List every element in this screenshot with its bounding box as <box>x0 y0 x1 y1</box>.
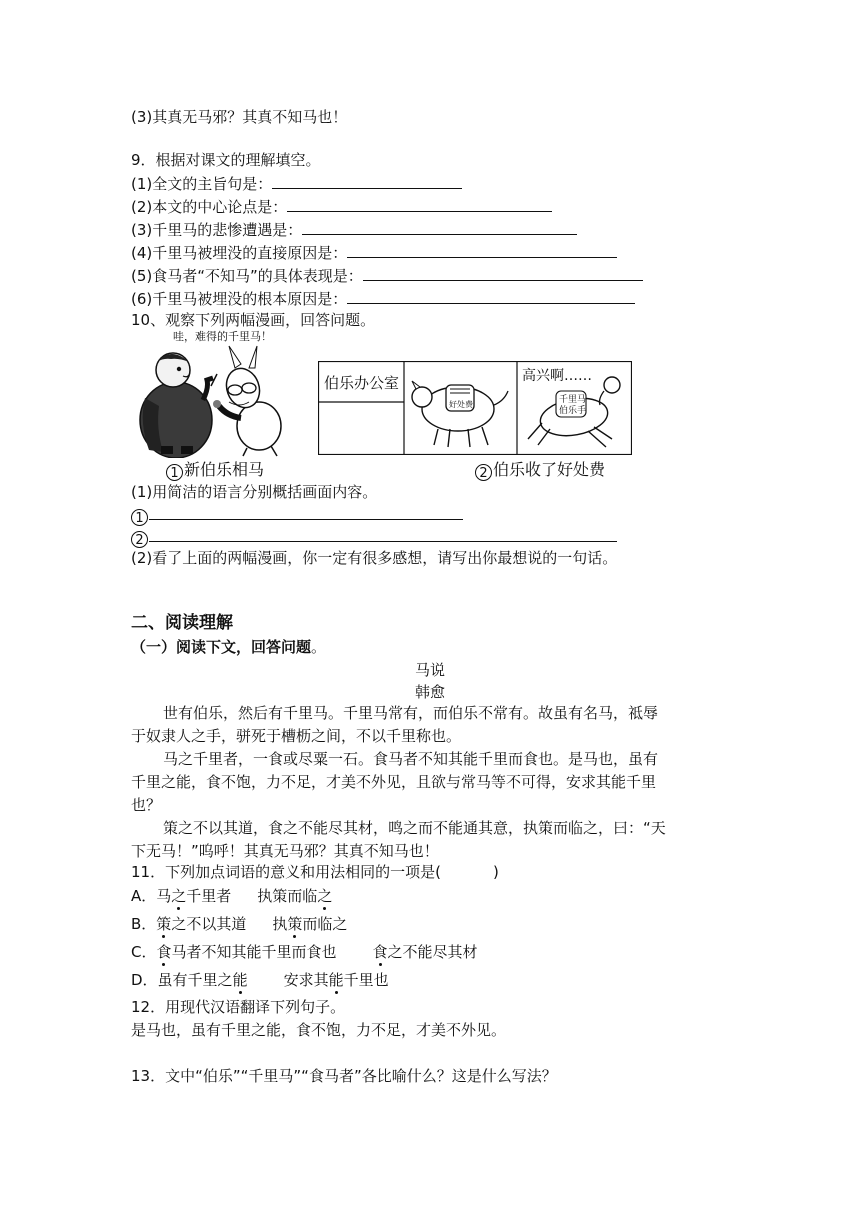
q10-blank-2[interactable] <box>149 526 617 542</box>
q9-item-6-label: (6)千里马被埋没的根本原因是： <box>131 290 348 308</box>
q9-item-2 <box>131 196 552 218</box>
q9-blank-5[interactable] <box>363 265 643 281</box>
q11-b-mid: 之不以其道 <box>171 915 247 933</box>
cartoon2-panel3-label: 高兴啊…… <box>522 368 592 384</box>
q11-d-dot2: 能 <box>328 971 344 989</box>
circled-number-2: 2 <box>131 531 148 548</box>
cartoon1-caption <box>166 459 264 481</box>
q10-answer-2 <box>131 526 617 548</box>
q9-item-6 <box>131 288 635 310</box>
circled-number-1: 1 <box>131 509 148 526</box>
section2-subtitle-text: （一）阅读下文，回答问题 <box>131 638 312 656</box>
section2-subtitle <box>131 637 326 658</box>
q9-item-4-label: (4)千里马被埋没的直接原因是： <box>131 244 348 262</box>
q11-option-a[interactable] <box>131 886 332 907</box>
q8-line3: (3)其真无马邪？其真不知马也！ <box>131 108 348 126</box>
q9-item-3 <box>131 219 577 241</box>
q11-a-dot2: 之 <box>317 887 333 905</box>
cartoon-new-bole <box>131 328 296 458</box>
q11-a-b-pre: 执策而临 <box>257 887 318 905</box>
q10-blank-1[interactable] <box>149 504 463 520</box>
q10-sub1: (1)用简洁的语言分别概括画面内容。 <box>131 483 378 501</box>
cartoon2-caption <box>475 459 605 481</box>
q11-b-b-post: 而临之 <box>302 915 348 933</box>
q11-b-dot1: 策 <box>156 915 172 933</box>
q11-c-dot2: 食 <box>372 943 388 961</box>
q11-d-dot1: 能 <box>232 971 248 989</box>
cartoon2-bag-label: 好处费 <box>449 400 473 409</box>
q9-blank-2[interactable] <box>287 196 552 212</box>
q11-b-dot2: 策 <box>287 915 303 933</box>
q9-item-2-label: (2)本文的中心论点是： <box>131 198 288 216</box>
circled-number-1: 1 <box>166 464 183 481</box>
passage-line-2: 于奴隶人之手，骈死于槽枥之间，不以千里称也。 <box>131 727 462 745</box>
q10-title: 10、观察下列两幅漫画，回答问题。 <box>131 311 376 329</box>
cartoon2-horse-label-1: 千里马 <box>559 395 587 405</box>
q12-sentence: 是马也，虽有千里之能，食不饱，力不足，才美不外见。 <box>131 1021 507 1039</box>
q13-title: 13．文中“伯乐”“千里马”“食马者”各比喻什么？这是什么写法？ <box>131 1067 557 1085</box>
q9-item-1-label: (1)全文的主旨句是： <box>131 175 273 193</box>
q11-c-mid: 马者不知其能千里而食也 <box>171 943 337 961</box>
q9-blank-4[interactable] <box>347 242 617 258</box>
q11-d-b-pre: 安求其 <box>283 971 329 989</box>
cartoon2-horse-label-2: 伯乐手 <box>559 406 587 416</box>
q9-title: 9．根据对课文的理解填空。 <box>131 151 321 169</box>
passage-line-4: 千里之能，食不饱，力不足，才美不外见，且欲与常马等不可得，安求其能千里 <box>131 773 657 791</box>
passage-line-1: 世有伯乐，然后有千里马。千里马常有，而伯乐不常有。故虽有名马，祗辱 <box>163 704 659 722</box>
q11-a-dot1: 之 <box>171 887 187 905</box>
passage-author: 韩愈 <box>414 683 445 701</box>
section2-subtitle-end: 。 <box>311 638 327 656</box>
q11-title <box>131 862 499 883</box>
q11-option-d[interactable] <box>131 970 389 991</box>
q9-item-5-label: (5)食马者“不知马”的具体表现是： <box>131 267 363 285</box>
q11-c-pre: C． <box>131 943 157 961</box>
cartoon2-panel1-label: 伯乐办公室 <box>324 374 400 392</box>
cartoon-bole-bribe <box>318 361 632 455</box>
q9-item-3-label: (3)千里马的悲惨遭遇是： <box>131 221 303 239</box>
q11-d-pre: D．虽有千里之 <box>131 971 233 989</box>
passage-title: 马说 <box>414 661 445 679</box>
q11-title-text: 11．下列加点词语的意义和用法相同的一项是( <box>131 863 441 881</box>
circled-number-2: 2 <box>475 464 492 481</box>
q12-title: 12．用现代汉语翻译下列句子。 <box>131 998 346 1016</box>
q9-blank-3[interactable] <box>302 219 577 235</box>
q11-a-pre: A．马 <box>131 887 172 905</box>
q11-b-pre: B． <box>131 915 157 933</box>
passage-line-3: 马之千里者，一食或尽粟一石。食马者不知其能千里而食也。是马也，虽有 <box>163 750 659 768</box>
passage-line-6: 策之不以其道，食之不能尽其材，鸣之而不能通其意，执策而临之，曰：“天 <box>163 819 666 837</box>
cartoon1-caption-text: 新伯乐相马 <box>184 460 265 479</box>
q9-blank-6[interactable] <box>347 288 635 304</box>
cartoon1-speech: 哇，难得的千里马！ <box>173 330 272 343</box>
passage-line-7: 下无马！”呜呼！其真无马邪？其真不知马也！ <box>131 842 439 860</box>
q9-item-1 <box>131 173 462 195</box>
q11-b-b-pre: 执 <box>272 915 288 933</box>
q11-d-b-post: 千里也 <box>343 971 389 989</box>
q11-c-dot1: 食 <box>156 943 172 961</box>
passage-line-5: 也？ <box>131 796 162 814</box>
q11-c-b-post: 之不能尽其材 <box>387 943 478 961</box>
q11-option-c[interactable] <box>131 942 478 963</box>
section2-title: 二、阅读理解 <box>131 613 233 633</box>
q11-option-b[interactable] <box>131 914 347 935</box>
q10-answer-1 <box>131 504 463 526</box>
q11-a-mid: 千里者 <box>186 887 232 905</box>
q9-item-5 <box>131 265 643 287</box>
q9-item-4 <box>131 242 617 264</box>
q10-sub2: (2)看了上面的两幅漫画，你一定有很多感想，请写出你最想说的一句话。 <box>131 549 618 567</box>
cartoon2-caption-text: 伯乐收了好处费 <box>493 460 606 479</box>
q11-title-end: ) <box>492 863 499 881</box>
q9-blank-1[interactable] <box>272 173 462 189</box>
